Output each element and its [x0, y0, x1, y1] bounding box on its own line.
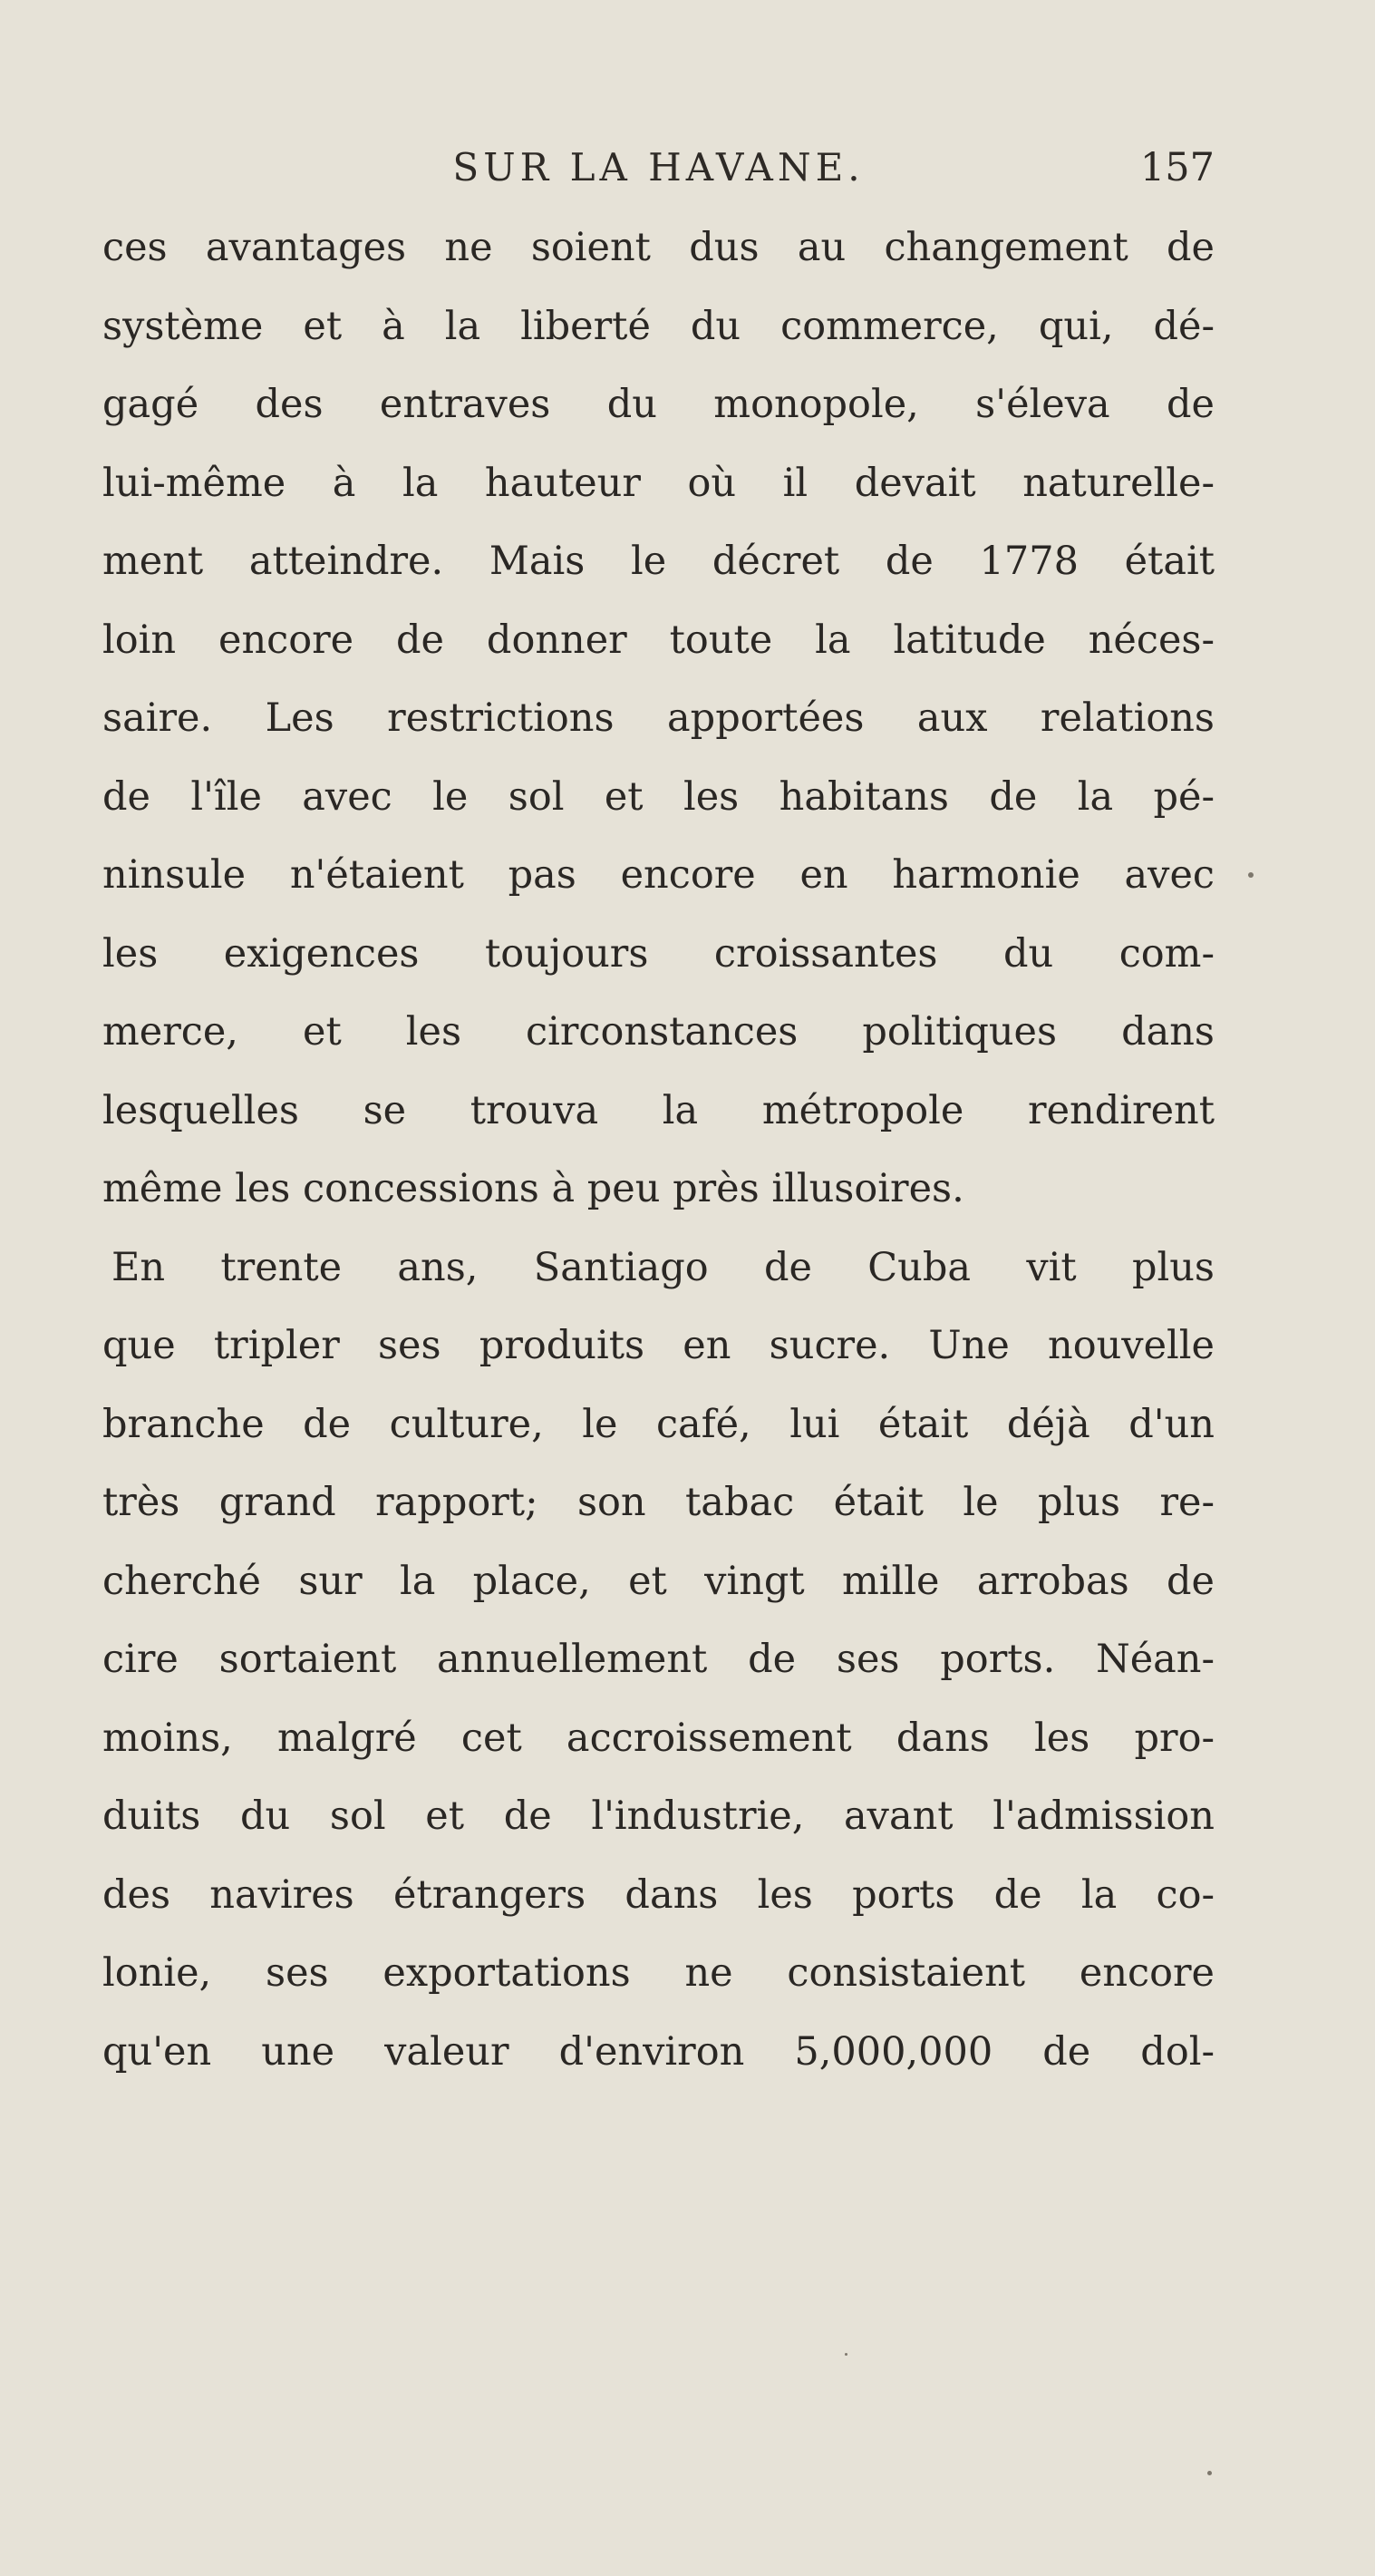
text-line: merce, et les circonstances politiques dans: [102, 1009, 1215, 1055]
text-line: duits du sol et de l'industrie, avant l'admission: [102, 1793, 1215, 1839]
running-title: SUR LA HAVANE.: [452, 145, 865, 190]
paragraph-2: [102, 1229, 1215, 2092]
paper-speck: [845, 2353, 847, 2356]
text-line: lesquelles se trouva la métropole rendirent: [102, 1087, 1215, 1133]
text-line: que tripler ses produits en sucre. Une nouvelle: [102, 1323, 1215, 1368]
text-line: En trente ans, Santiago de Cuba vit plus: [111, 1244, 1215, 1290]
text-line: ninsule n'étaient pas encore en harmonie avec: [102, 852, 1215, 898]
text-line: même les concessions à peu près illusoires.: [102, 1166, 964, 1211]
text-line: lui-même à la hauteur où il devait naturelle-: [102, 460, 1215, 506]
text-line: système et à la liberté du commerce, qui, dé-: [102, 303, 1215, 349]
text-line: très grand rapport; son tabac était le plus re-: [102, 1480, 1215, 1525]
text-line: gagé des entraves du monopole, s'éleva de: [102, 382, 1215, 427]
text-line: des navires étrangers dans les ports de la co-: [102, 1871, 1215, 1918]
text-line: moins, malgré cet accroissement dans les pro-: [102, 1715, 1215, 1761]
paper-speck: [1207, 2471, 1212, 2475]
paper-speck: [1248, 872, 1254, 878]
text-line: branche de culture, le café, lui était déjà d'un: [102, 1401, 1215, 1447]
text-line: ces avantages ne soient dus au changement de: [102, 225, 1215, 270]
text-body: [102, 209, 1215, 2091]
running-head: [102, 145, 1215, 199]
text-line: cire sortaient annuellement de ses ports. Néan-: [102, 1637, 1215, 1682]
text-line: saire. Les restrictions apportées aux relations: [102, 695, 1215, 741]
text-line: les exigences toujours croissantes du com-: [102, 930, 1215, 977]
paragraph-1: [102, 209, 1215, 1229]
text-line: loin encore de donner toute la latitude néces-: [102, 617, 1215, 663]
text-line: qu'en une valeur d'environ 5,000,000 de dol-: [102, 2028, 1215, 2075]
text-line: de l'île avec le sol et les habitans de la pé-: [102, 773, 1215, 820]
text-line: lonie, ses exportations ne consistaient encore: [102, 1950, 1215, 1996]
text-line: cherché sur la place, et vingt mille arrobas de: [102, 1558, 1215, 1604]
page-number: 157: [1139, 145, 1215, 190]
text-line: ment atteindre. Mais le décret de 1778 était: [102, 539, 1215, 584]
